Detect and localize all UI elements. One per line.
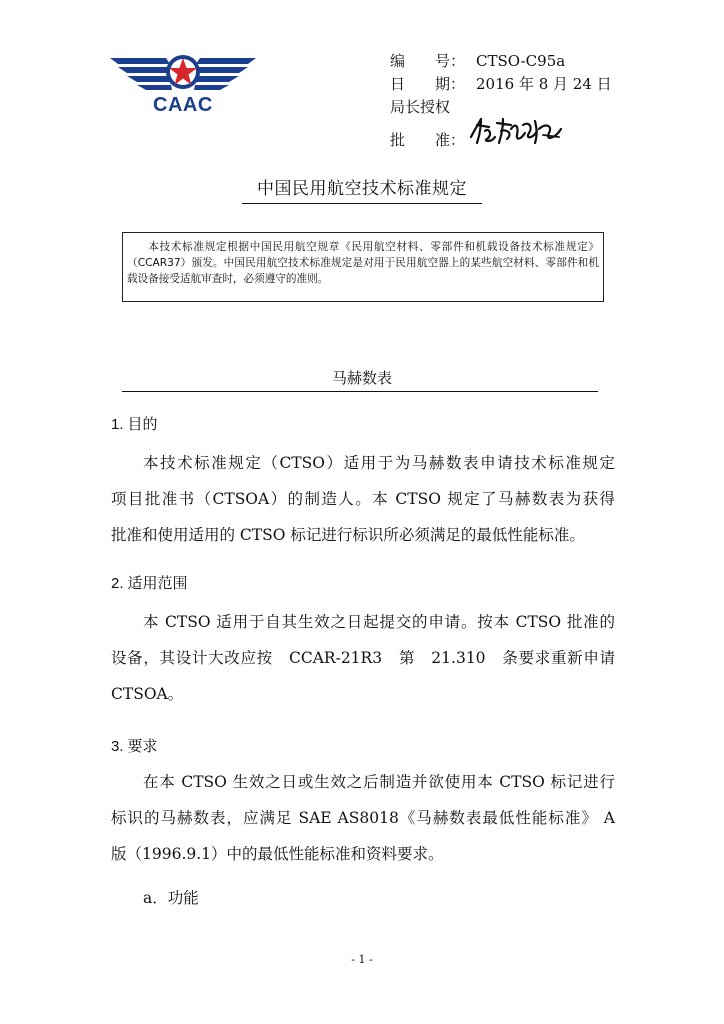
paragraph-line: 本技术标准规定（CTSO）适用于为马赫数表申请技术标准规定 (143, 454, 615, 472)
caac-wings-emblem (108, 44, 258, 100)
paragraph-line: CTSOA。 (111, 685, 184, 703)
meta-approve-row (390, 119, 612, 152)
regulation-title-rule (242, 203, 482, 204)
document-title: 马赫数表 (331, 369, 392, 387)
caac-logo (108, 44, 258, 120)
meta-number-row (390, 50, 612, 73)
sub-item-function: a．功能 (143, 889, 199, 907)
paragraph-line: 项目批准书（CTSOA）的制造人。本 CTSO 规定了马赫数表为获得 (111, 490, 615, 508)
regulation-title: 中国民用航空技术标准规定 (257, 179, 467, 199)
page-number: - 1 - (351, 953, 373, 966)
paragraph-line: 设备，其设计大改应按 CCAR-21R3 第 21.310 条要求重新申请 (111, 649, 615, 667)
handwritten-signature (467, 115, 565, 145)
paragraph-line: 标识的马赫数表，应满足 SAE AS8018《马赫数表最低性能标准》 A (111, 809, 615, 827)
authorized-label: 局长授权 (390, 98, 451, 116)
section-paragraph-requirements (111, 764, 615, 872)
notice-box: 本技术标准规定根据中国民用航空规章《民用航空材料、零部件和机载设备技术标准规定》（CCAR37）颁发。中国民用航空技术标准规定是对用于民用航空器上的某些航空材料、零部件和机载设备接受适航审查时，必须遵守的准则。 (122, 232, 604, 302)
section-title: 要求 (127, 737, 158, 755)
paragraph-line: 批准和使用适用的 CTSO 标记进行标识所必须满足的最低性能标准。 (111, 526, 585, 544)
paragraph-line: 在本 CTSO 生效之日或生效之后制造并欲使用本 CTSO 标记进行 (143, 773, 615, 791)
section-paragraph-scope (111, 604, 615, 712)
section-heading-requirements (111, 735, 158, 756)
document-meta (390, 50, 612, 152)
section-number: 2. (111, 575, 124, 592)
document-title-rule (122, 391, 598, 392)
section-title: 适用范围 (127, 574, 188, 592)
number-value: CTSO-C95a (476, 52, 566, 70)
section-heading-purpose (111, 413, 158, 434)
paragraph-line: 版（1996.9.1）中的最低性能标准和资料要求。 (111, 845, 444, 863)
number-label: 编 号： (390, 52, 466, 70)
section-paragraph-purpose (111, 445, 615, 553)
section-number: 3. (111, 738, 124, 755)
paragraph-line: 本 CTSO 适用于自其生效之日起提交的申请。按本 CTSO 批准的 (143, 613, 615, 631)
section-title: 目的 (127, 415, 158, 433)
approve-label: 批 准： (390, 131, 466, 149)
section-heading-scope (111, 572, 188, 593)
date-value: 2016 年 8 月 24 日 (476, 75, 612, 93)
meta-date-row (390, 73, 612, 96)
section-number: 1. (111, 416, 124, 433)
date-label: 日 期： (390, 75, 466, 93)
caac-logo-text: CAAC (153, 94, 213, 116)
